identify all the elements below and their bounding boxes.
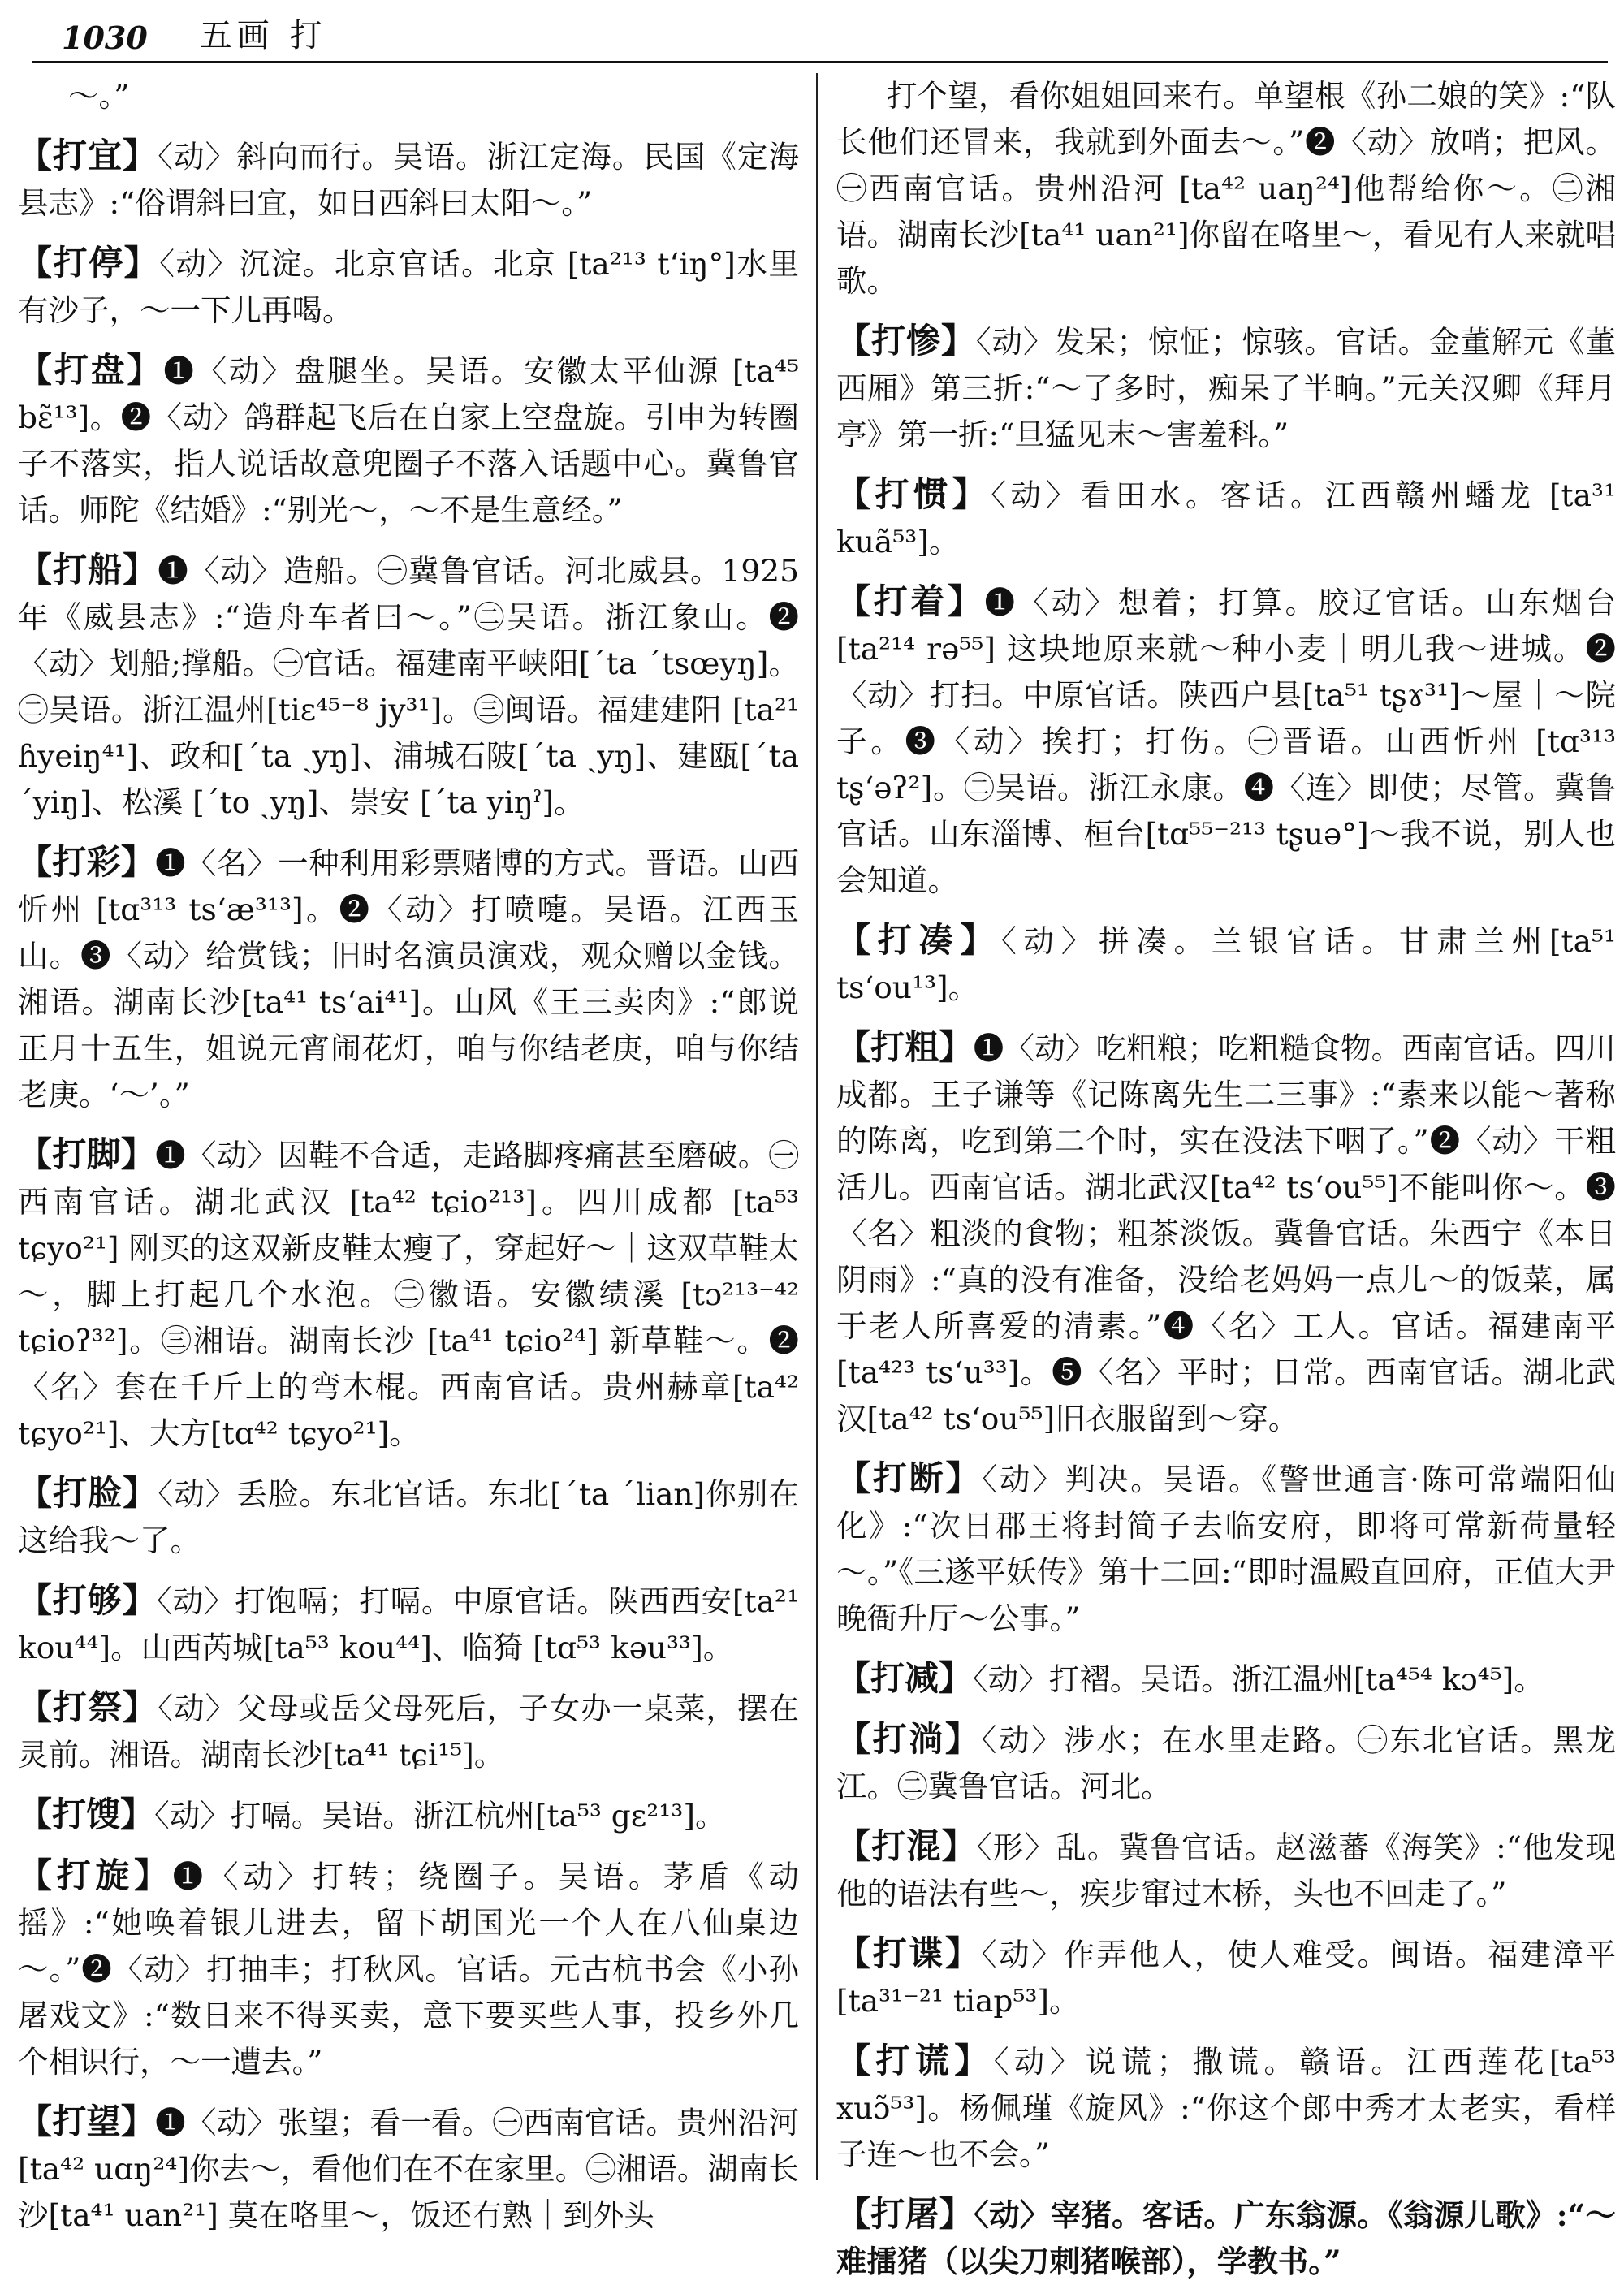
- page-header: [32, 11, 1608, 63]
- headword: 【打着】: [836, 581, 985, 621]
- right-column: [836, 71, 1616, 2279]
- definition: 〈动〉丢脸。东北官话。东北[ˊta ˊlian]你别在这给我～了。: [18, 1476, 799, 1558]
- definition: 〈动〉宰猪。客话。广东翁源。《翁源儿歌》:“～难擂猪（以尖刀刺猪喉部），学教书。”: [836, 2197, 1616, 2279]
- entry: [18, 1852, 799, 2085]
- definition: 〈动〉看田水。客话。江西赣州蟠龙 [ta³¹ kuã⁵³]。: [836, 477, 1616, 559]
- headword: 【打宜】: [18, 136, 158, 175]
- definition: 〈动〉打褶。吴语。浙江温州[ta⁴⁵⁴ kɔ⁴⁵]。: [973, 1661, 1544, 1697]
- entry: [18, 1470, 799, 1564]
- entry: [836, 1024, 1616, 1442]
- headword: 【打谎】: [836, 2041, 994, 2080]
- headword: 【打屠】: [836, 2194, 974, 2234]
- headword: 【打脸】: [18, 1473, 158, 1513]
- entry: [18, 546, 799, 826]
- definition: ❶〈名〉一种利用彩票赌博的方式。晋语。山西忻州 [tɑ³¹³ tsʻæ³¹³]。❷〈动〉打喷嚏。吴语。江西玉山。❸〈动〉给赏钱；旧时名演员演戏，观众赠以金钱。湘语。湖南长沙[ta⁴¹ tsʻai⁴¹]。山风《王三卖肉》:“郎说正月十五生，姐说元宵闹花灯，咱与你结老庚，咱与你结老庚。‘～’。”: [18, 845, 799, 1112]
- definition: 〈动〉打饱嗝；打嗝。中原官话。陕西西安[ta²¹ kou⁴⁴]。山西芮城[ta⁵³ kou⁴⁴]、临猗 [tɑ⁵³ kəu³³]。: [18, 1583, 799, 1665]
- headword: 【打粗】: [836, 1027, 974, 1067]
- entry: [836, 317, 1616, 458]
- entry: [18, 839, 799, 1118]
- definition: 打个望，看你姐姐回来冇。单望根《孙二娘的笑》:“队长他们还冒来，我就到外面去～。”❷〈动〉放哨；把风。㊀西南官话。贵州沿河 [ta⁴² uaŋ²⁴]他帮给你～。㊁湘语。湖南长沙[ta⁴¹ uan²¹]你留在咯里～，看见有人来就唱歌。: [836, 78, 1616, 299]
- definition: ❶〈动〉盘腿坐。吴语。安徽太平仙源 [ta⁴⁵ bɛ̃¹³]。❷〈动〉鸽群起飞后在自家上空盘旋。引申为转圈子不落实，指人说话故意兜圈子不落入话题中心。冀鲁官话。师陀《结婚》:“别光～，～不是生意经。”: [18, 353, 799, 528]
- headword: 【打混】: [836, 1826, 977, 1866]
- page-number: 1030: [62, 19, 148, 56]
- definition: ❶〈动〉打转；绕圈子。吴语。茅盾《动摇》:“她唤着银儿进去，留下胡国光一个人在八仙桌边～。”❷〈动〉打抽丰；打秋风。官话。元古杭书会《小孙屠戏文》:“数日来不得买卖，意下要买些人事，投乡外几个相识行，～一遭去。”: [18, 1859, 799, 2080]
- definition: 〈动〉沉淀。北京官话。北京 [ta²¹³ tʻiŋ°]水里有沙子，～一下儿再喝。: [18, 246, 799, 328]
- definition: 〈动〉拼凑。兰银官话。甘肃兰州[ta⁵¹ tsʻou¹³]。: [836, 923, 1616, 1005]
- header-title: 五画 打: [199, 17, 327, 54]
- entry: [18, 132, 799, 227]
- headword: 【打祭】: [18, 1687, 158, 1727]
- headword: 【打够】: [18, 1580, 158, 1620]
- definition: 〈动〉斜向而行。吴语。浙江定海。民国《定海县志》:“俗谓斜曰宜，如日西斜曰太阳～。”: [18, 139, 799, 221]
- entry: [18, 1131, 799, 1457]
- headword: 【打停】: [18, 243, 160, 283]
- definition: ～。”: [68, 78, 130, 114]
- headword: 【打船】: [18, 550, 158, 590]
- entry: [18, 347, 799, 533]
- definition: 〈动〉打嗝。吴语。浙江杭州[ta⁵³ gɛ²¹³]。: [154, 1798, 726, 1834]
- entry: [836, 1823, 1616, 1917]
- entry: [18, 1791, 799, 1839]
- headword: 【打惨】: [836, 321, 976, 361]
- headword: 【打淌】: [836, 1719, 982, 1759]
- entry: [836, 2191, 1616, 2285]
- entry: [18, 1577, 799, 1671]
- definition: 〈动〉判决。吴语。《警世通言·陈可常端阳仙化》:“次日郡王将封简子去临安府，即将可常新荷量轻～。”《三遂平妖传》第十二回:“即时温殿直回府，正值大尹晚衙升厅～公事。”: [836, 1462, 1616, 1636]
- column-divider: [816, 73, 818, 2180]
- definition: 〈形〉乱。冀鲁官话。赵滋蕃《海笑》:“他发现他的语法有些～，疾步窜过木桥，头也不回走了。”: [836, 1829, 1616, 1911]
- entry: [18, 2098, 799, 2239]
- entry: [836, 71, 1616, 305]
- definition: ❶〈动〉想着；打算。胶辽官话。山东烟台 [ta²¹⁴ rə⁵⁵] 这块地原来就～种小麦｜明儿我～进城。❷〈动〉打扫。中原官话。陕西户县[ta⁵¹ tʂɤ³¹]～屋｜～院子。❸〈动〉挨打；打伤。㊀晋语。山西忻州 [tɑ³¹³ tʂʻəʔ²]。㊁吴语。浙江永康。❹〈连〉即使；尽管。冀鲁官话。山东淄博、桓台[tɑ⁵⁵⁻²¹³ tʂuə°]～我不说，别人也会知道。: [836, 585, 1616, 898]
- headword: 【打谍】: [836, 1933, 982, 1973]
- entry: [836, 2037, 1616, 2178]
- headword: 【打馊】: [18, 1795, 155, 1834]
- left-column: [18, 71, 799, 2233]
- entry: [836, 917, 1616, 1011]
- entry: [836, 578, 1616, 904]
- headword: 【打凑】: [836, 920, 1001, 960]
- definition: 〈动〉发呆；惊怔；惊骇。官话。金董解元《董西厢》第三折:“～了多时，痴呆了半晌。”元关汉卿《拜月亭》第一折:“旦猛见末～害羞科。”: [836, 324, 1616, 452]
- headword: 【打彩】: [18, 842, 156, 882]
- entry: [836, 471, 1616, 565]
- entry: [18, 71, 799, 119]
- definition: 〈动〉作弄他人，使人难受。闽语。福建漳平 [ta³¹⁻²¹ tiap⁵³]。: [836, 1937, 1616, 2019]
- entry: [18, 1684, 799, 1778]
- definition: ❶〈动〉张望；看一看。㊀西南官话。贵州沿河 [ta⁴² uɑŋ²⁴]你去～，看他们在不在家里。㊁湘语。湖南长沙[ta⁴¹ uan²¹] 莫在咯里～，饭还冇熟｜到外头: [18, 2105, 799, 2233]
- entry: [836, 1930, 1616, 2024]
- definition: 〈动〉父母或岳父母死后，子女办一桌菜，摆在灵前。湘语。湖南长沙[ta⁴¹ tɕi¹⁵]。: [18, 1691, 799, 1773]
- definition: ❶〈动〉因鞋不合适，走路脚疼痛甚至磨破。㊀西南官话。湖北武汉 [ta⁴² tɕio²¹³]。四川成都 [ta⁵³ tɕyo²¹] 刚买的这双新皮鞋太瘦了，穿起好～｜这双草鞋太～，脚上打起几个水泡。㊁徽语。安徽绩溪 [tɔ²¹³⁻⁴² tɕioʔ³²]。㊂湘语。湖南长沙 [ta⁴¹ tɕio²⁴] 新草鞋～。❷〈名〉套在千斤上的弯木棍。西南官话。贵州赫章[ta⁴² tɕyo²¹]、大方[tɑ⁴² tɕyo²¹]。: [18, 1138, 799, 1451]
- entry: [18, 240, 799, 334]
- entry: [836, 1716, 1616, 1810]
- headword: 【打减】: [836, 1658, 974, 1698]
- definition: 〈动〉说谎；撒谎。赣语。江西莲花[ta⁵³ xuɔ̃⁵³]。杨佩瑾《旋风》:“你这个郎中秀才太老实，看样子连～也不会。”: [836, 2044, 1616, 2172]
- entry: [836, 1655, 1616, 1703]
- headword: 【打望】: [18, 2101, 156, 2141]
- entry: [836, 1455, 1616, 1642]
- headword: 【打旋】: [18, 1855, 173, 1895]
- definition: 〈动〉涉水；在水里走路。㊀东北官话。黑龙江。㊁冀鲁官话。河北。: [836, 1722, 1616, 1804]
- headword: 【打断】: [836, 1458, 983, 1498]
- headword: 【打惯】: [836, 474, 991, 514]
- definition: ❶〈动〉造船。㊀冀鲁官话。河北威县。1925年《威县志》:“造舟车者曰～。”㊁吴语。浙江象山。❷〈动〉划船;撑船。㊀官话。福建南平峡阳[ˊta ˊtsœyŋ]。㊁吴语。浙江温州[tiɛ⁴⁵⁻⁸ jy³¹]。㊂闽语。福建建阳 [ta²¹ ɦyeiŋ⁴¹]、政和[ˊta ˏyŋ]、浦城石陂[ˊta ˏyŋ]、建瓯[ˊta ˊyiŋ]、松溪 [ˊto ˏyŋ]、崇安 [ˊta yiŋˀ]。: [18, 553, 799, 820]
- definition: ❶〈动〉吃粗粮；吃粗糙食物。西南官话。四川成都。王子谦等《记陈离先生二三事》:“素来以能～著称的陈离，吃到第二个时，实在没法下咽了。”❷〈动〉干粗活儿。西南官话。湖北武汉[ta⁴² tsʻou⁵⁵]不能叫你～。❸〈名〉粗淡的食物；粗茶淡饭。冀鲁官话。朱西宁《本日阴雨》:“真的没有准备，没给老妈妈一点儿～的饭菜，属于老人所喜爱的清素。”❹〈名〉工人。官话。福建南平[ta⁴²³ tsʻu³³]。❺〈名〉平时；日常。西南官话。湖北武汉[ta⁴² tsʻou⁵⁵]旧衣服留到～穿。: [836, 1030, 1616, 1436]
- headword: 【打盘】: [18, 350, 164, 390]
- headword: 【打脚】: [18, 1134, 156, 1174]
